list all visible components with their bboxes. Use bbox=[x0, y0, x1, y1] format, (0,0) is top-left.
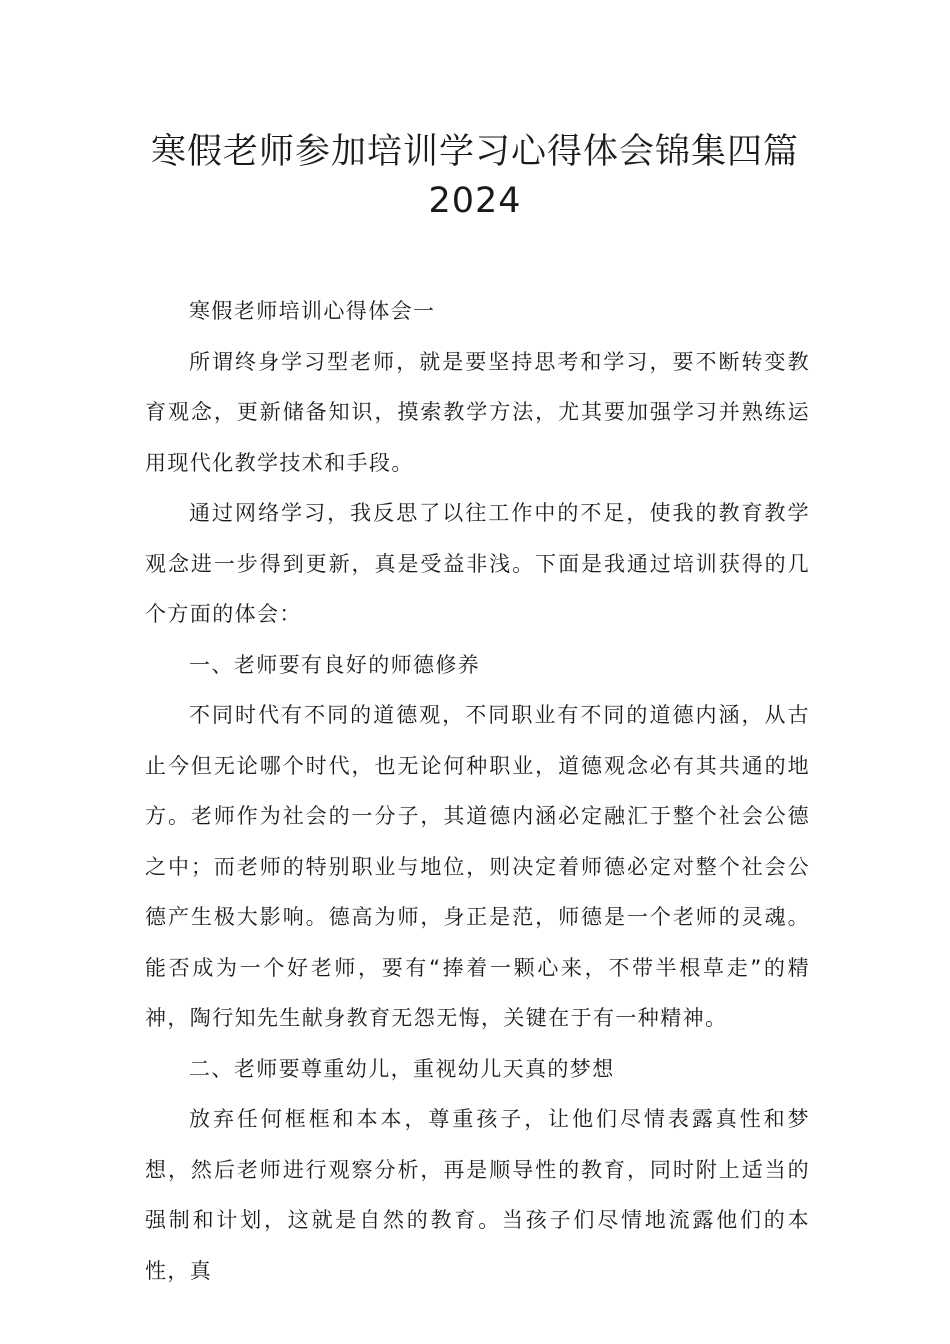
section-heading: 二、老师要尊重幼儿，重视幼儿天真的梦想 bbox=[189, 1056, 615, 1081]
document-title: 寒假老师参加培训学习心得体会锦集四篇2024 bbox=[150, 132, 799, 221]
section-heading: 一、老师要有良好的师德修养 bbox=[189, 652, 481, 677]
section-heading: 寒假老师培训心得体会一 bbox=[189, 299, 436, 323]
paragraph: 通过网络学习，我反思了以往工作中的不足，使我的教育教学观念进一步得到更新，真是受益非浅。下面是我通过培训获得的几个方面的体会： bbox=[145, 501, 810, 626]
paragraph: 不同时代有不同的道德观，不同职业有不同的道德内涵，从古止今但无论哪个时代，也无论何种职业，道德观念必有其共通的地方。老师作为社会的一分子，其道德内涵必定融汇于整个社会公德之中；而老师的特别职业与地位，则决定着师德必定对整个社会公德产生极大影响。德高为师，身正是范，师德是一个老师的灵魂。能否成为一个好老师，要有“捧着一颗心来，不带半根草走”的精神，陶行知先生献身教育无怨无悔，关键在于有一种精神。 bbox=[145, 703, 810, 1030]
paragraph: 放弃任何框框和本本，尊重孩子，让他们尽情表露真性和梦想，然后老师进行观察分析，再是顺导性的教育，同时附上适当的强制和计划，这就是自然的教育。当孩子们尽情地流露他们的本性，真 bbox=[145, 1107, 810, 1283]
paragraph: 所谓终身学习型老师，就是要坚持思考和学习，要不断转变教育观念，更新储备知识，摸索教学方法，尤其要加强学习并熟练运用现代化教学技术和手段。 bbox=[145, 349, 810, 475]
document-body bbox=[145, 286, 810, 1296]
